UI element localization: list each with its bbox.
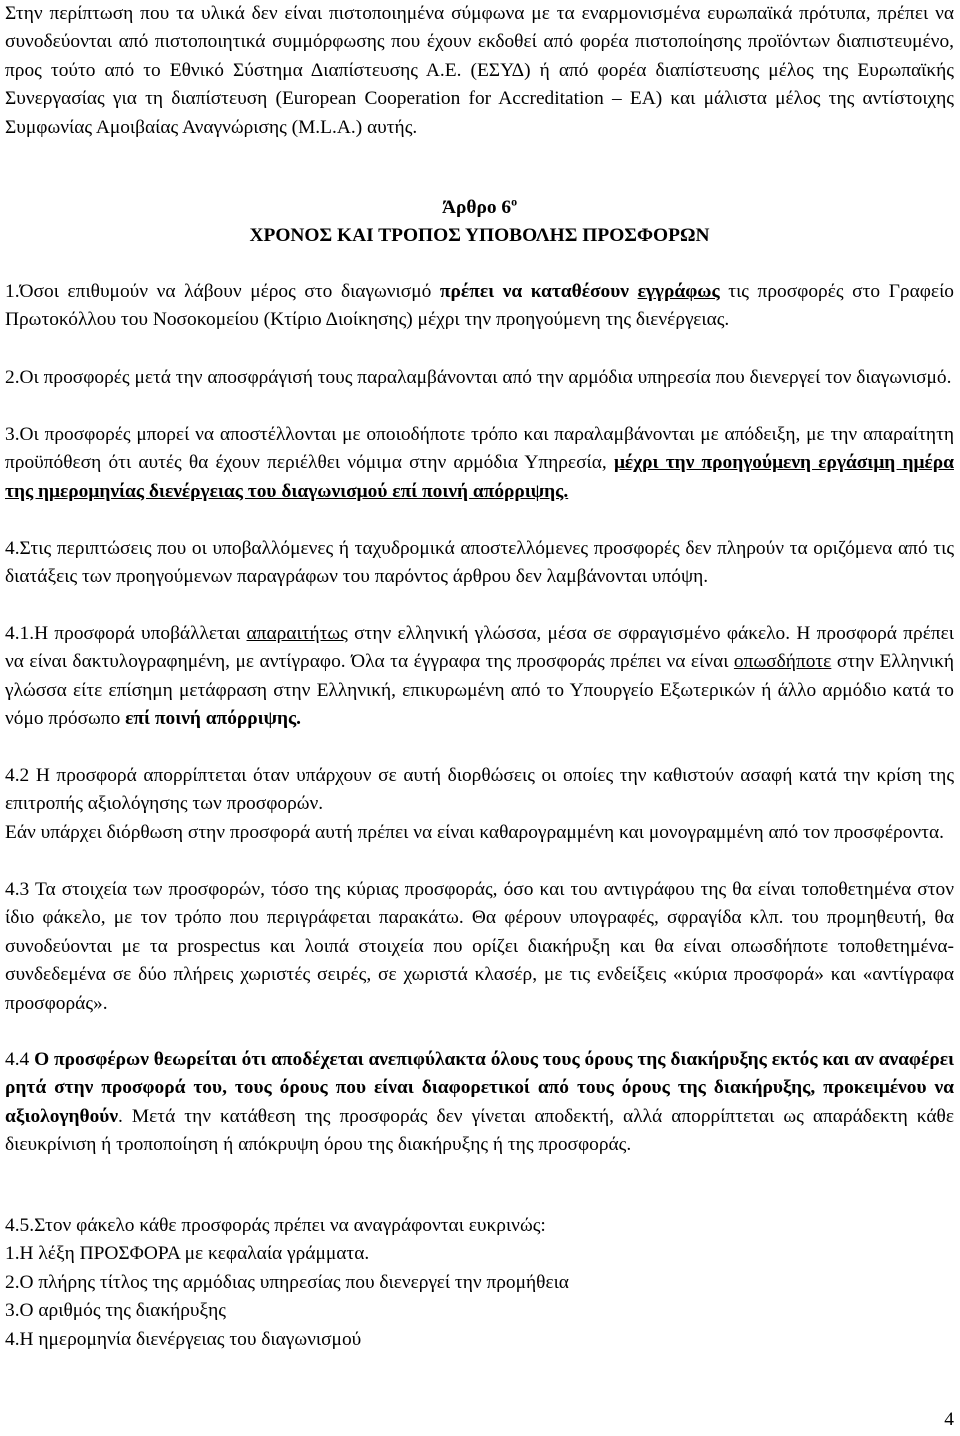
paragraph-1-text (5, 278, 954, 335)
p41-d: οπωσδήποτε (733, 651, 832, 673)
article-title-sup: ο (511, 194, 518, 209)
list-item: 1.Η λέξη ΠΡΟΣΦΟΡΑ με κεφαλαία γράμματα. (5, 1243, 370, 1265)
p1-c: εγγράφως (637, 281, 720, 302)
p45-text: 4.5.Στον φάκελο κάθε προσφοράς πρέπει να αναγράφονται ευκρινώς: (5, 1215, 546, 1236)
p41-c: στην ελληνική γλώσσα, μέσα σε σφραγισμένο φάκελο. Η προσφορά πρέπει να είναι δακτυλογραφημένη, με αντίγραφο. Όλα τα έγγραφα της προσφοράς πρέπει να είναι (5, 623, 955, 673)
list-item: 4.Η ημερομηνία διενέργειας του διαγωνισμού (5, 1328, 362, 1350)
p44-b: Ο προσφέρων θεωρείται ότι αποδέχεται ανεπιφύλακτα όλους τους όρους της διακήρυξης εκτός και αν αναφέρει ρητά στην προσφορά του, τους όρους που είναι διαφορετικοί από τους όρους της διακήρυξης, προκειμένου να αξιολογηθούν (5, 1049, 954, 1127)
p41-b: απαραιτήτως (246, 623, 348, 644)
p1-d: τις προσφορές στο Γραφείο Πρωτοκόλλου του Νοσοκομείου (Κτίριο Διοίκησης) μέχρι την προηγούμενη της διενέργειας. (5, 281, 954, 331)
p4-text: 4.Στις περιπτώσεις που οι υποβαλλόμενες ή ταχυδρομικά αποστελλόμενες προσφορές δεν πληρούν τα οριζόμενα από τις διατάξεις των προηγούμενων παραγράφων του παρόντος άρθρου δεν λαμβάνονται υπόψη. (5, 538, 954, 588)
paragraph-4-1-text (5, 620, 954, 734)
paragraph-4-1 (5, 620, 954, 734)
p41-e: στην Ελληνική γλώσσα είτε επίσημη μετάφραση στην Ελληνική, επικυρωμένη από το Υπουργείο Εξωτερικών ή άλλο αρμόδιο κατά το νόμο πρόσωπο (5, 651, 954, 730)
p43-text: 4.3 Τα στοιχεία των προσφορών, τόσο της κύριας προσφοράς, όσο και του αντιγράφου της θα είναι τοποθετημένα στον ίδιο φάκελο, με τον τρόπο που περιγράφεται παρακάτω. Θα φέρουν υπογραφές, σφραγίδα κλπ. του προμηθευτή, θα συνοδεύονται με τα prospectus και λοιπά στοιχεία που ορίζει διακήρυξη και θα είναι οπωσδήποτε τοποθετημένα-συνδεδεμένα σε δύο πλήρεις χωριστές σειρές, σε χωριστά κλασέρ, με τις ενδείξεις «κύρια προσφορά» και «αντίγραφα προσφοράς». (5, 879, 954, 1014)
p41-f: επί ποινή απόρριψης. (125, 708, 302, 730)
page-number: 4 (944, 1409, 954, 1430)
paragraph-4-3 (5, 876, 954, 1018)
p1-b: πρέπει να καταθέσουν (439, 281, 638, 302)
list-item: 2.Ο πλήρης τίτλος της αρμόδιας υπηρεσίας που διενεργεί την προμήθεια (5, 1271, 569, 1293)
p42b-text: Εάν υπάρχει διόρθωση στην προσφορά αυτή πρέπει να είναι καθαρογραμμένη και μονογραμμένη από τον προσφέροντα. (5, 821, 944, 843)
intro-paragraph (5, 0, 954, 142)
paragraph-1 (5, 278, 954, 335)
p2-text: 2.Οι προσφορές μετά την αποσφράγισή τους παραλαμβάνονται από την αρμόδια υπηρεσία που διενεργεί τον διαγωνισμό. (5, 367, 952, 388)
article-title-text: Άρθρο 6 (441, 197, 512, 218)
paragraph-4-2 (5, 762, 954, 847)
paragraph-4-5 (5, 1212, 954, 1354)
paragraph-2 (5, 364, 954, 392)
article-title (5, 194, 954, 222)
list-item: 3.Ο αριθμός της διακήρυξης (5, 1300, 226, 1322)
paragraph-4-4-text (5, 1046, 954, 1160)
p41-a: 4.1.Η προσφορά υποβάλλεται (5, 623, 247, 644)
article-subtitle: ΧΡΟΝΟΣ ΚΑΙ ΤΡΟΠΟΣ ΥΠΟΒΟΛΗΣ ΠΡΟΣΦΟΡΩΝ (249, 225, 710, 247)
p44-a: 4.4 (5, 1049, 35, 1070)
p3-a: 3.Οι προσφορές μπορεί να αποστέλλονται με οποιοδήποτε τρόπο και παραλαμβάνονται με απόδειξη, με την απαραίτητη προϋπόθεση ότι αυτές θα έχουν περιέλθει νόμιμα στην αρμόδια Υπηρεσία, (5, 424, 954, 474)
paragraph-4 (5, 535, 954, 592)
paragraph-3-text (5, 421, 954, 506)
p1-a: 1.Όσοι επιθυμούν να λάβουν μέρος στο διαγωνισμό (5, 281, 440, 302)
paragraph-3 (5, 421, 954, 506)
p42a-text: 4.2 Η προσφορά απορρίπτεται όταν υπάρχουν σε αυτή διορθώσεις οι οποίες την καθιστούν ασαφή κατά την κρίση της επιτροπής αξιολόγησης των προσφορών. (5, 765, 954, 815)
p44-c: . Μετά την κατάθεση της προσφοράς δεν γίνεται αποδεκτή, αλλά απορρίπτεται ως απαράδεκτη κάθε διευκρίνιση ή τροποποίηση ή απόκρυψη όρου της διακήρυξης ή της προσφοράς. (5, 1105, 954, 1156)
paragraph-4-4 (5, 1046, 954, 1160)
article-heading (5, 194, 954, 251)
p3-b: μέχρι την προηγούμενη εργάσιμη ημέρα της ημερομηνίας διενέργειας του διαγωνισμού επί ποινή απόρριψης. (5, 452, 954, 502)
intro-text: Στην περίπτωση που τα υλικά δεν είναι πιστοποιημένα σύμφωνα με τα εναρμονισμένα ευρωπαϊκά πρότυπα, πρέπει να συνοδεύονται από πιστοποιητικά συμμόρφωσης που έχουν εκδοθεί από φορέα πιστοποίησης προϊόντων διαπιστευμένο, προς τούτο από το Εθνικό Σύστημα Διαπίστευσης Α.Ε. (ΕΣΥΔ) ή από φορέα διαπίστευσης μέλος της Ευρωπαϊκής Συνεργασίας για τη διαπίστευση (European Cooperation for Accreditation – ΕΑ) και μάλιστα μέλος της αντίστοιχης Συμφωνίας Αμοιβαίας Αναγνώρισης (M.L.A.) αυτής. (5, 3, 954, 138)
